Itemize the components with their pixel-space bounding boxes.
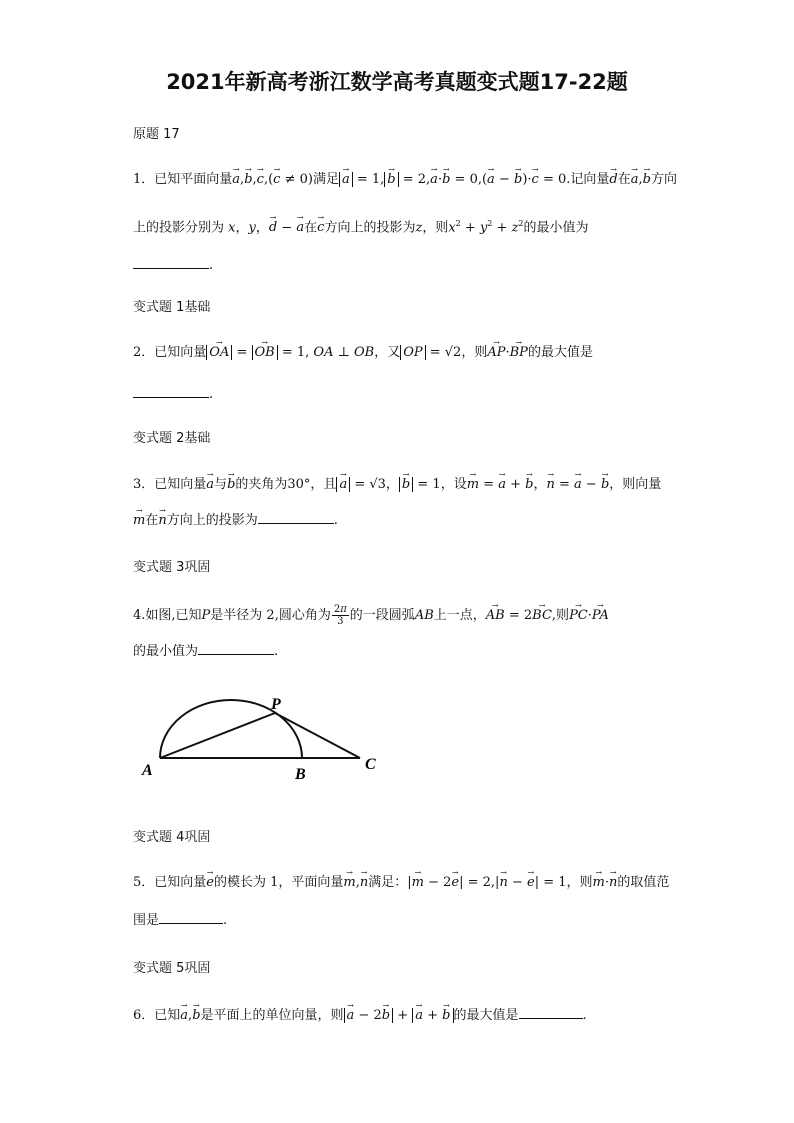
label-P: P — [271, 696, 281, 713]
answer-blank — [159, 909, 223, 924]
answer-blank — [133, 383, 209, 398]
label-C: C — [365, 756, 376, 773]
section-heading-original: 原题 17 — [133, 127, 180, 142]
segment-PC — [275, 713, 360, 758]
answer-blank — [198, 640, 274, 655]
section-heading-variant-3: 变式题 3巩固 — [133, 560, 211, 575]
answer-blank — [258, 509, 334, 524]
page-title: 2021年新高考浙江数学高考真题变式题17-22题 — [166, 70, 628, 94]
label-B: B — [295, 766, 306, 783]
answer-blank — [133, 254, 209, 269]
answer-blank — [519, 1004, 583, 1019]
geometry-figure — [138, 695, 388, 785]
section-heading-variant-5: 变式题 5巩固 — [133, 961, 211, 976]
section-heading-variant-1: 变式题 1基础 — [133, 300, 211, 315]
label-A: A — [142, 762, 153, 779]
section-heading-variant-2: 变式题 2基础 — [133, 431, 211, 446]
section-heading-variant-4: 变式题 4巩固 — [133, 830, 211, 845]
